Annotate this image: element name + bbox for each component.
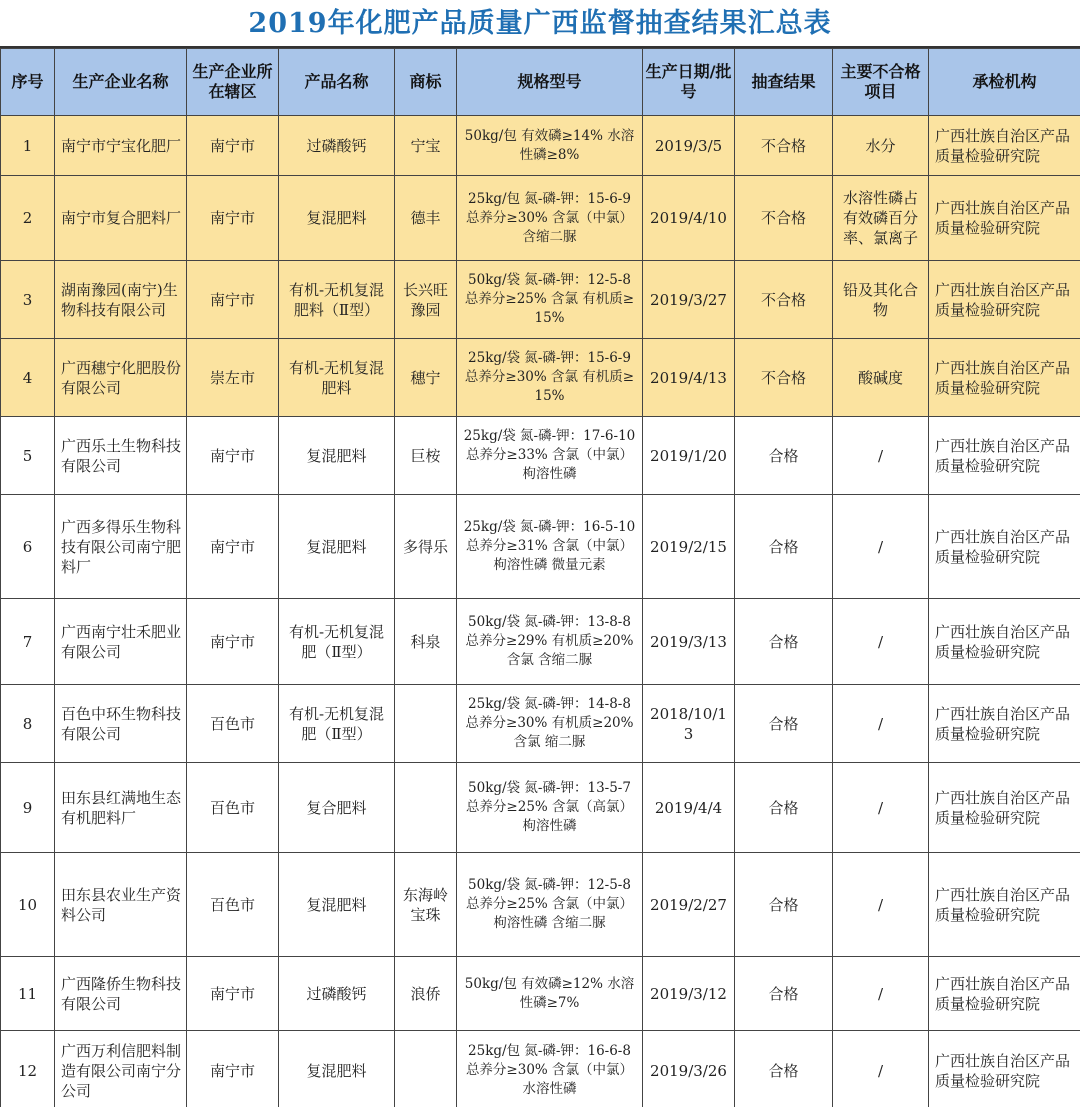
header-cell: 商标: [395, 49, 457, 116]
cell-product: 复混肥料: [279, 853, 395, 957]
cell-brand: 东海岭宝珠: [395, 853, 457, 957]
cell-date: 2019/4/13: [643, 339, 735, 417]
cell-no: 9: [1, 763, 55, 853]
cell-date: 2019/4/10: [643, 176, 735, 261]
cell-district: 百色市: [187, 853, 279, 957]
cell-result: 合格: [735, 763, 833, 853]
results-table: [0, 48, 1080, 1107]
cell-defect: /: [833, 417, 929, 495]
cell-brand: 宁宝: [395, 116, 457, 176]
cell-date: 2019/2/15: [643, 495, 735, 599]
cell-district: 南宁市: [187, 116, 279, 176]
cell-no: 7: [1, 599, 55, 685]
cell-spec: 25kg/包 氮-磷-钾：15-6-9 总养分≥30% 含氯（中氯）含缩二脲: [457, 176, 643, 261]
cell-date: 2019/3/5: [643, 116, 735, 176]
cell-no: 2: [1, 176, 55, 261]
cell-company: 广西多得乐生物科技有限公司南宁肥料厂: [55, 495, 187, 599]
cell-product: 复合肥料: [279, 763, 395, 853]
cell-no: 3: [1, 261, 55, 339]
cell-result: 合格: [735, 685, 833, 763]
cell-brand: 穗宁: [395, 339, 457, 417]
cell-agency: 广西壮族自治区产品质量检验研究院: [929, 495, 1080, 599]
cell-company: 湖南豫园(南宁)生物科技有限公司: [55, 261, 187, 339]
cell-district: 南宁市: [187, 957, 279, 1031]
cell-defect: /: [833, 685, 929, 763]
cell-defect: /: [833, 1031, 929, 1107]
cell-date: 2019/3/13: [643, 599, 735, 685]
cell-brand: [395, 685, 457, 763]
cell-date: 2019/3/26: [643, 1031, 735, 1107]
cell-no: 1: [1, 116, 55, 176]
cell-district: 百色市: [187, 685, 279, 763]
table-row: [1, 853, 1080, 957]
cell-no: 5: [1, 417, 55, 495]
table-row: [1, 957, 1080, 1031]
cell-district: 南宁市: [187, 1031, 279, 1107]
cell-defect: 水溶性磷占有效磷百分率、氯离子: [833, 176, 929, 261]
cell-brand: 科泉: [395, 599, 457, 685]
cell-spec: 50kg/包 有效磷≥14% 水溶性磷≥8%: [457, 116, 643, 176]
cell-date: 2018/10/13: [643, 685, 735, 763]
cell-brand: 多得乐: [395, 495, 457, 599]
cell-agency: 广西壮族自治区产品质量检验研究院: [929, 685, 1080, 763]
table-row: [1, 261, 1080, 339]
cell-date: 2019/3/27: [643, 261, 735, 339]
cell-company: 田东县农业生产资料公司: [55, 853, 187, 957]
cell-result: 不合格: [735, 261, 833, 339]
cell-company: 广西穗宁化肥股份有限公司: [55, 339, 187, 417]
cell-no: 12: [1, 1031, 55, 1107]
cell-spec: 50kg/袋 氮-磷-钾：12-5-8 总养分≥25% 含氯（中氯） 枸溶性磷 含缩二脲: [457, 853, 643, 957]
cell-agency: 广西壮族自治区产品质量检验研究院: [929, 763, 1080, 853]
cell-company: 广西南宁壮禾肥业有限公司: [55, 599, 187, 685]
header-cell: 生产日期/批号: [643, 49, 735, 116]
cell-product: 有机-无机复混肥（Ⅱ型）: [279, 599, 395, 685]
cell-company: 广西隆侨生物科技有限公司: [55, 957, 187, 1031]
cell-product: 过磷酸钙: [279, 957, 395, 1031]
cell-district: 南宁市: [187, 495, 279, 599]
header-cell: 产品名称: [279, 49, 395, 116]
cell-date: 2019/3/12: [643, 957, 735, 1031]
cell-result: 合格: [735, 495, 833, 599]
cell-product: 复混肥料: [279, 1031, 395, 1107]
cell-date: 2019/4/4: [643, 763, 735, 853]
cell-agency: 广西壮族自治区产品质量检验研究院: [929, 599, 1080, 685]
cell-brand: 长兴旺豫园: [395, 261, 457, 339]
cell-spec: 50kg/袋 氮-磷-钾：12-5-8 总养分≥25% 含氯 有机质≥15%: [457, 261, 643, 339]
cell-agency: 广西壮族自治区产品质量检验研究院: [929, 176, 1080, 261]
cell-company: 百色中环生物科技有限公司: [55, 685, 187, 763]
cell-defect: 酸碱度: [833, 339, 929, 417]
table-row: [1, 417, 1080, 495]
cell-defect: /: [833, 495, 929, 599]
cell-brand: [395, 763, 457, 853]
cell-spec: 50kg/包 有效磷≥12% 水溶性磷≥7%: [457, 957, 643, 1031]
cell-no: 8: [1, 685, 55, 763]
cell-district: 南宁市: [187, 417, 279, 495]
table-row: [1, 763, 1080, 853]
cell-district: 南宁市: [187, 599, 279, 685]
cell-spec: 50kg/袋 氮-磷-钾：13-8-8 总养分≥29% 有机质≥20% 含氯 含缩二脲: [457, 599, 643, 685]
cell-brand: 浪侨: [395, 957, 457, 1031]
cell-date: 2019/1/20: [643, 417, 735, 495]
cell-company: 南宁市宁宝化肥厂: [55, 116, 187, 176]
header-cell: 规格型号: [457, 49, 643, 116]
cell-result: 不合格: [735, 176, 833, 261]
cell-agency: 广西壮族自治区产品质量检验研究院: [929, 116, 1080, 176]
cell-product: 有机-无机复混肥料（Ⅱ型）: [279, 261, 395, 339]
cell-result: 不合格: [735, 116, 833, 176]
cell-result: 合格: [735, 853, 833, 957]
cell-spec: 25kg/袋 氮-磷-钾：15-6-9 总养分≥30% 含氯 有机质≥15%: [457, 339, 643, 417]
cell-agency: 广西壮族自治区产品质量检验研究院: [929, 261, 1080, 339]
cell-date: 2019/2/27: [643, 853, 735, 957]
cell-district: 崇左市: [187, 339, 279, 417]
cell-agency: 广西壮族自治区产品质量检验研究院: [929, 1031, 1080, 1107]
cell-product: 复混肥料: [279, 176, 395, 261]
cell-product: 有机-无机复混肥料: [279, 339, 395, 417]
cell-defect: 水分: [833, 116, 929, 176]
table-row: [1, 116, 1080, 176]
table-header: [1, 49, 1080, 116]
header-cell: 主要不合格项目: [833, 49, 929, 116]
cell-district: 百色市: [187, 763, 279, 853]
cell-company: 田东县红满地生态有机肥料厂: [55, 763, 187, 853]
cell-district: 南宁市: [187, 261, 279, 339]
cell-brand: 德丰: [395, 176, 457, 261]
cell-result: 合格: [735, 1031, 833, 1107]
cell-defect: /: [833, 763, 929, 853]
header-cell: 生产企业名称: [55, 49, 187, 116]
table-row: [1, 685, 1080, 763]
cell-spec: 25kg/袋 氮-磷-钾：16-5-10 总养分≥31% 含氯（中氯） 枸溶性磷 微量元素: [457, 495, 643, 599]
cell-no: 6: [1, 495, 55, 599]
cell-spec: 25kg/袋 氮-磷-钾：14-8-8 总养分≥30% 有机质≥20% 含氯 缩二脲: [457, 685, 643, 763]
cell-no: 4: [1, 339, 55, 417]
cell-result: 不合格: [735, 339, 833, 417]
table-row: [1, 495, 1080, 599]
table-row: [1, 176, 1080, 261]
cell-agency: 广西壮族自治区产品质量检验研究院: [929, 853, 1080, 957]
cell-result: 合格: [735, 599, 833, 685]
cell-defect: /: [833, 853, 929, 957]
cell-company: 南宁市复合肥料厂: [55, 176, 187, 261]
cell-agency: 广西壮族自治区产品质量检验研究院: [929, 957, 1080, 1031]
table-row: [1, 339, 1080, 417]
header-cell: 生产企业所在辖区: [187, 49, 279, 116]
cell-spec: 25kg/袋 氮-磷-钾：17-6-10 总养分≥33% 含氯（中氯） 枸溶性磷: [457, 417, 643, 495]
table-row: [1, 1031, 1080, 1107]
cell-district: 南宁市: [187, 176, 279, 261]
cell-result: 合格: [735, 957, 833, 1031]
cell-product: 复混肥料: [279, 495, 395, 599]
cell-agency: 广西壮族自治区产品质量检验研究院: [929, 339, 1080, 417]
cell-product: 复混肥料: [279, 417, 395, 495]
cell-no: 10: [1, 853, 55, 957]
cell-result: 合格: [735, 417, 833, 495]
header-cell: 抽查结果: [735, 49, 833, 116]
cell-company: 广西乐土生物科技有限公司: [55, 417, 187, 495]
cell-defect: 铅及其化合物: [833, 261, 929, 339]
cell-no: 11: [1, 957, 55, 1031]
cell-spec: 25kg/包 氮-磷-钾：16-6-8 总养分≥30% 含氯（中氯）水溶性磷: [457, 1031, 643, 1107]
table-body: [1, 116, 1080, 1107]
cell-agency: 广西壮族自治区产品质量检验研究院: [929, 417, 1080, 495]
cell-defect: /: [833, 957, 929, 1031]
cell-product: 有机-无机复混肥（Ⅱ型）: [279, 685, 395, 763]
cell-product: 过磷酸钙: [279, 116, 395, 176]
header-cell: 序号: [1, 49, 55, 116]
cell-spec: 50kg/袋 氮-磷-钾：13-5-7 总养分≥25% 含氯（高氯） 枸溶性磷: [457, 763, 643, 853]
header-cell: 承检机构: [929, 49, 1080, 116]
cell-defect: /: [833, 599, 929, 685]
cell-company: 广西万利信肥料制造有限公司南宁分公司: [55, 1031, 187, 1107]
table-row: [1, 599, 1080, 685]
page-title: 2019年化肥产品质量广西监督抽查结果汇总表: [0, 0, 1080, 48]
cell-brand: 巨桉: [395, 417, 457, 495]
cell-brand: [395, 1031, 457, 1107]
